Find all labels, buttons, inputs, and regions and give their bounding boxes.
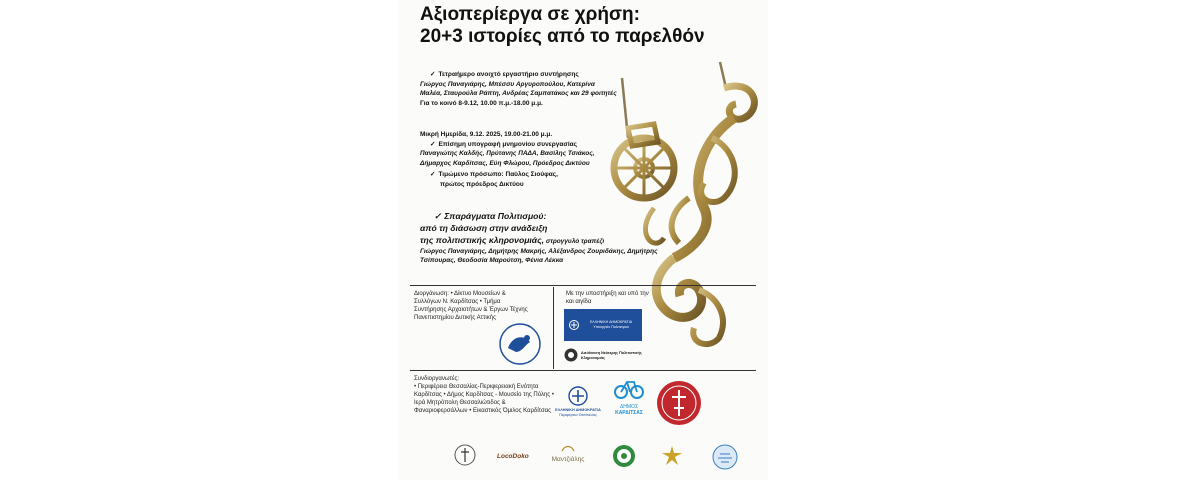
- honoree: ✓ Τιμώμενο πρόσωπο: Παύλος Σιούφας,: [430, 171, 558, 179]
- sponsor-3-logo: Μαντζιάλης: [551, 456, 585, 463]
- fragments-title: ✓ Σπαράγματα Πολιτισμού:: [434, 211, 547, 221]
- bicycle-icon: [614, 376, 644, 400]
- support-text: Με την υποστήριξη και υπό την και αιγίδα: [566, 291, 649, 305]
- greek-emblem-icon: [569, 320, 579, 330]
- sponsor-5-logo: [660, 444, 684, 468]
- workshop-heading: ✓ Τετραήμερο ανοιχτό εργαστήριο συντήρησης: [430, 71, 579, 78]
- coorganizers-section: [414, 375, 554, 415]
- event-poster: [398, 0, 768, 480]
- sponsor-4-logo: [612, 444, 636, 468]
- municipality-logo-line-2: ΚΑΡΔΙΤΣΑΣ: [615, 410, 643, 416]
- directorate-emblem-icon: [564, 348, 578, 362]
- sponsor-6-logo: [712, 444, 738, 470]
- region-logo-line-1: ΕΛΛΗΝΙΚΗ ΔΗΜΟΚΡΑΤΙΑ: [555, 408, 601, 412]
- title-line-1: Αξιοπερίεργα σε χρήση:: [420, 4, 640, 25]
- fragments-subtitle-1: από τη διάσωση στην ανάδειξη: [420, 223, 548, 233]
- fragments-subtitle-2: της πολιτιστικής κληρονομιάς,: [420, 235, 545, 245]
- coorganizers-heading: Συνδιοργανωτές:: [414, 376, 460, 382]
- roundtable-label: στρογγυλό τραπέζι: [545, 238, 605, 245]
- memo-heading: ✓ Επίσημη υπογραφή μνημονίου συνεργασίας: [430, 140, 578, 148]
- miniday-section: [420, 130, 618, 190]
- separator-vertical: [553, 287, 554, 369]
- ministry-logo-text: ΕΛΛΗΝΙΚΗ ΔΗΜΟΚΡΑΤΙΑ Υπουργείο Πολιτισμού: [589, 320, 633, 329]
- title-line-2: 20+3 ιστορίες από το παρελθόν: [420, 26, 705, 47]
- fragments-section: [420, 210, 660, 266]
- university-logo: [494, 322, 546, 366]
- organizers-text: Διοργάνωση: • Δίκτυο Μουσείων & Συλλόγων Ν. Καρδίτσας • Τμήμα Συντήρησης Αρχαιοτήτων & Έργων Τέχνης Πανεπιστημίου Δυτικής Αττικής: [414, 291, 528, 321]
- miniday-heading: Μικρή Ημερίδα, 9.12. 2025, 19.00-21.00 μ.μ.: [420, 131, 553, 138]
- directorate-text: Διεύθυνση Νεότερης Πολιτιστικής Κληρονομιάς: [581, 351, 642, 360]
- municipality-logo-line-1: ΔΗΜΟΣ: [619, 404, 639, 410]
- panel-members: Γιώργος Παναγιάρης, Δημήτρης Μακρής, Αλέξανδρος Ζουριδάκης, Δημήτρης Τσίπουρας, Θεοδοσία Μαρούτση, Φένια Λέκκα: [420, 247, 658, 265]
- workshop-section: [420, 70, 618, 108]
- brass-ornament-image: [594, 58, 768, 350]
- workshop-people: Γιώργος Παναγιάρης, Μπέσσυ Αργυροπούλου, Κατερίνα Μαλέα, Σταυρούλα Ράπτη, Ανδρέας Σαμπατάκος και 29 φοιτητές: [420, 80, 617, 98]
- sponsor-2-logo: LocoDoko: [497, 453, 529, 460]
- workshop-public-hours: Για το κοινό 8-9.12, 10.00 π.μ.-18.00 μ.μ.: [420, 99, 543, 107]
- separator-top: [410, 285, 756, 286]
- ministry-logo: [564, 309, 642, 341]
- municipality-logo-text: [606, 404, 652, 416]
- sponsor-3-emblem-icon: [561, 444, 575, 452]
- sponsor-1-logo: [454, 444, 476, 466]
- poster-title: [420, 4, 760, 48]
- region-logo-line-2: Περιφέρεια Θεσσαλίας: [559, 413, 597, 417]
- honoree-role: πρώτος πρόεδρος Δικτύου: [440, 180, 524, 188]
- region-logo-text: [548, 408, 608, 418]
- coorganizers-text: • Περιφέρεια Θεσσαλίας-Περιφερειακή Ενότητα Καρδίτσας • Δήμος Καρδίτσας - Μουσείο της Πόλης • Ιερά Μητρόπολη Θεσσαλιώτιδος & Φαναριοφερσάλλων • Εικαστικός Όμιλος Καρδίτσας: [414, 384, 554, 414]
- fragments-line-2: [420, 234, 660, 247]
- memo-people: Παναγιώτης Καλδής, Πρύτανης ΠΑΔΑ, Βασίλης Τσιάκος, Δήμαρχος Καρδίτσας, Εύη Φλώρου, Πρόεδρος Δικτύου: [420, 150, 595, 167]
- region-emblem-icon: [568, 386, 588, 406]
- metropolis-seal-icon: [656, 380, 702, 426]
- separator-middle: [410, 370, 756, 371]
